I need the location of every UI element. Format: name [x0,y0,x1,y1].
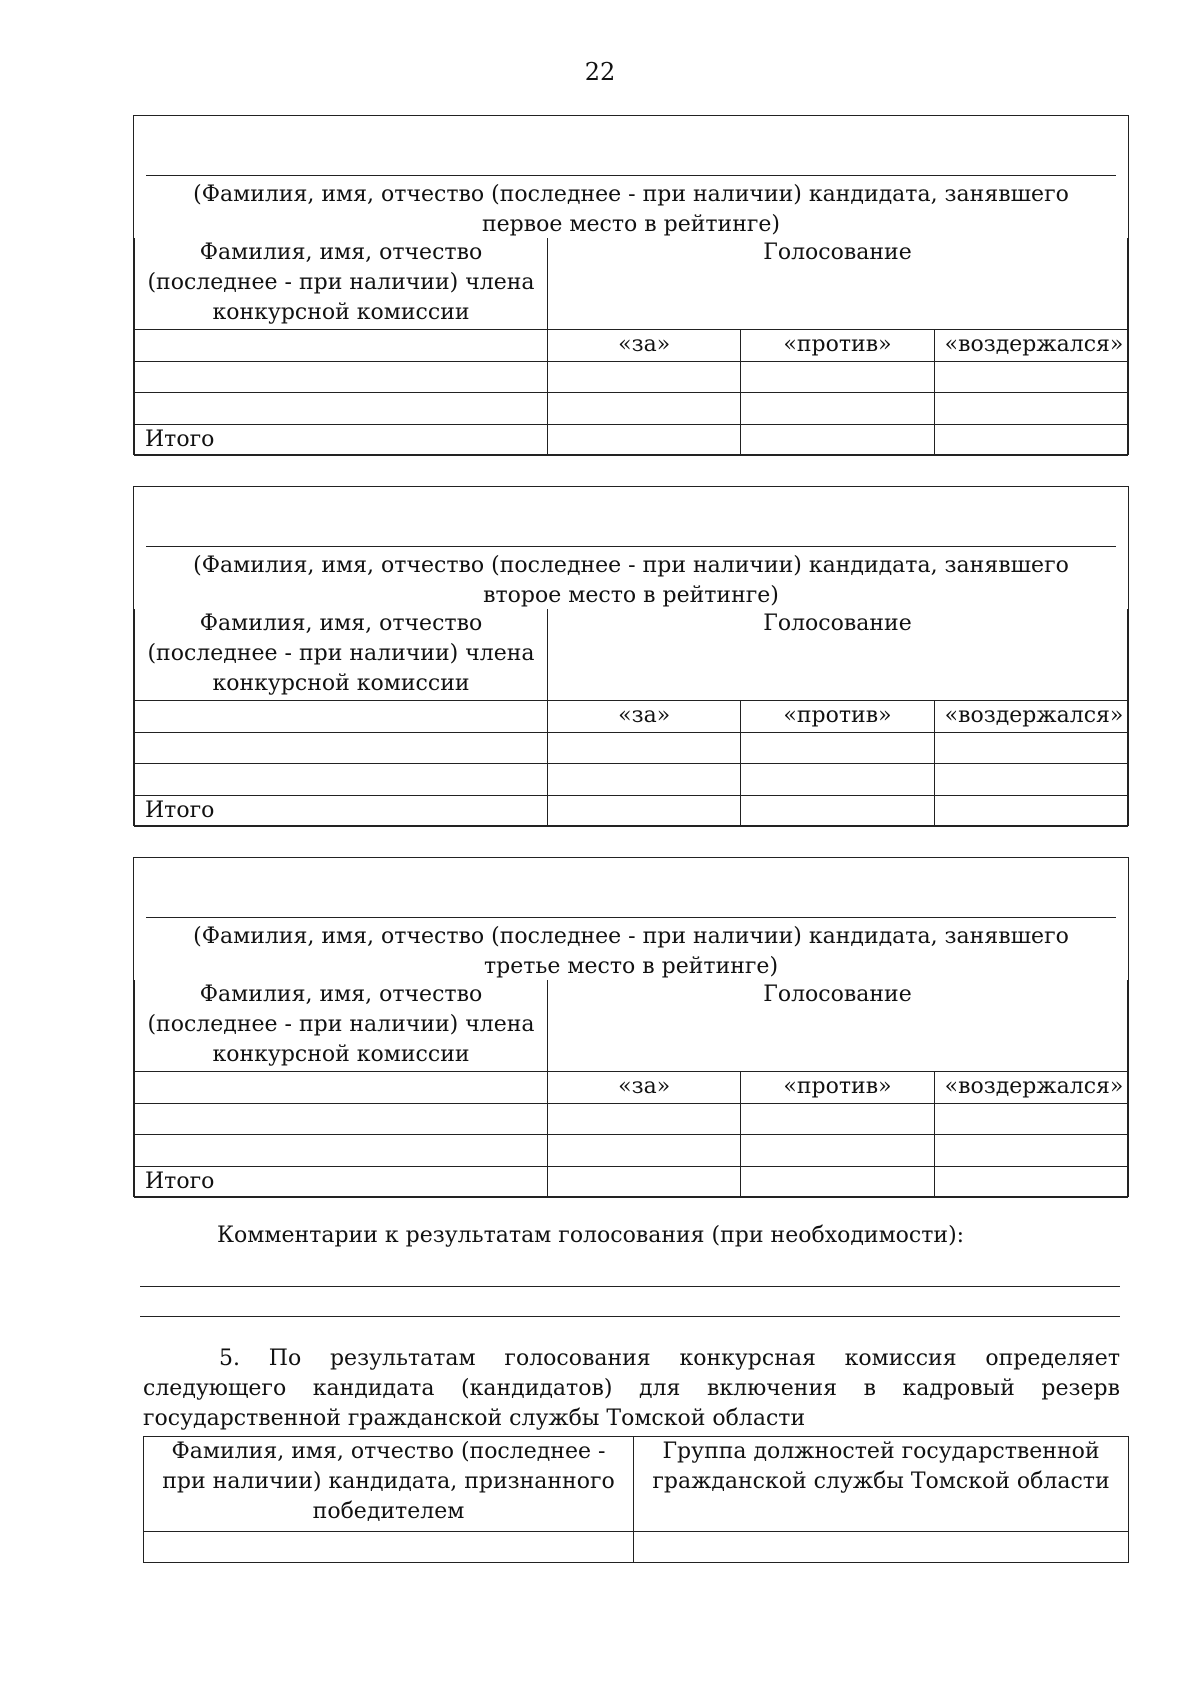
paragraph-5: 5. По результатам голосования конкурсная комиссия определяет следующего кандидата (кандидатов) для включения в кадровый резерв государственной гражданской службы Томской области [143,1346,1120,1431]
vote-cell[interactable] [548,732,741,763]
voting-header: Голосование [548,238,1128,330]
col-for-header: «за» [548,330,741,361]
col-against-header: «против» [741,1072,934,1103]
vote-cell[interactable] [934,1103,1127,1134]
vote-cell[interactable] [934,1135,1127,1166]
comment-line[interactable] [140,1316,1120,1317]
col-for-header: «за» [548,1072,741,1103]
vote-cell[interactable] [934,732,1127,763]
total-cell[interactable] [934,1166,1127,1197]
winner-name-header: Фамилия, имя, отчество (последнее - при наличии) кандидата, признанного победителем [144,1437,634,1532]
member-header: Фамилия, имя, отчество (последнее - при наличии) члена конкурсной комиссии [135,980,548,1072]
total-cell[interactable] [548,424,741,455]
total-label: Итого [135,1166,548,1197]
voting-table [134,238,1128,456]
member-cell[interactable] [135,330,548,361]
vote-cell[interactable] [934,764,1127,795]
vote-cell[interactable] [548,764,741,795]
member-cell[interactable] [135,732,548,763]
total-cell[interactable] [741,1166,934,1197]
total-cell[interactable] [934,424,1127,455]
col-for-header: «за» [548,701,741,732]
member-cell[interactable] [135,1135,548,1166]
candidate-name-line[interactable] [146,546,1116,547]
candidate-caption: (Фамилия, имя, отчество (последнее - при наличии) кандидата, занявшего первое место в рейтинге) [193,182,1069,237]
col-against-header: «против» [741,701,934,732]
member-cell[interactable] [135,361,548,392]
candidate-caption: (Фамилия, имя, отчество (последнее - при наличии) кандидата, занявшего третье место в рейтинге) [193,924,1069,979]
member-cell[interactable] [135,1103,548,1134]
col-against-header: «против» [741,330,934,361]
winner-table [143,1436,1129,1563]
total-label: Итого [135,795,548,826]
voting-table [134,980,1128,1198]
vote-cell[interactable] [934,361,1127,392]
col-abstain-header: «воздержался» [934,1072,1127,1103]
vote-cell[interactable] [741,393,934,424]
position-group-cell[interactable] [634,1532,1129,1563]
total-cell[interactable] [741,424,934,455]
winner-name-cell[interactable] [144,1532,634,1563]
member-header: Фамилия, имя, отчество (последнее - при наличии) члена конкурсной комиссии [135,609,548,701]
candidate-name-line[interactable] [146,917,1116,918]
member-cell[interactable] [135,701,548,732]
position-group-header: Группа должностей государственной гражданской службы Томской области [634,1437,1129,1532]
member-cell[interactable] [135,1072,548,1103]
member-header: Фамилия, имя, отчество (последнее - при наличии) члена конкурсной комиссии [135,238,548,330]
voting-table-first-place [133,115,1129,455]
col-abstain-header: «воздержался» [934,330,1127,361]
vote-cell[interactable] [741,732,934,763]
page-number: 22 [584,58,616,86]
voting-header: Голосование [548,609,1128,701]
voting-table [134,609,1128,827]
vote-cell[interactable] [741,764,934,795]
total-label: Итого [135,424,548,455]
total-cell[interactable] [548,1166,741,1197]
candidate-name-line[interactable] [146,175,1116,176]
total-cell[interactable] [548,795,741,826]
vote-cell[interactable] [741,361,934,392]
voting-header: Голосование [548,980,1128,1072]
vote-cell[interactable] [548,1103,741,1134]
vote-cell[interactable] [548,1135,741,1166]
comment-line[interactable] [140,1286,1120,1287]
total-cell[interactable] [741,795,934,826]
vote-cell[interactable] [548,393,741,424]
comments-label: Комментарии к результатам голосования (при необходимости): [217,1223,965,1248]
col-abstain-header: «воздержался» [934,701,1127,732]
total-cell[interactable] [934,795,1127,826]
voting-table-third-place [133,857,1129,1197]
vote-cell[interactable] [741,1135,934,1166]
voting-table-second-place [133,486,1129,826]
member-cell[interactable] [135,393,548,424]
vote-cell[interactable] [548,361,741,392]
vote-cell[interactable] [741,1103,934,1134]
vote-cell[interactable] [934,393,1127,424]
member-cell[interactable] [135,764,548,795]
candidate-caption: (Фамилия, имя, отчество (последнее - при наличии) кандидата, занявшего второе место в рейтинге) [193,553,1069,608]
